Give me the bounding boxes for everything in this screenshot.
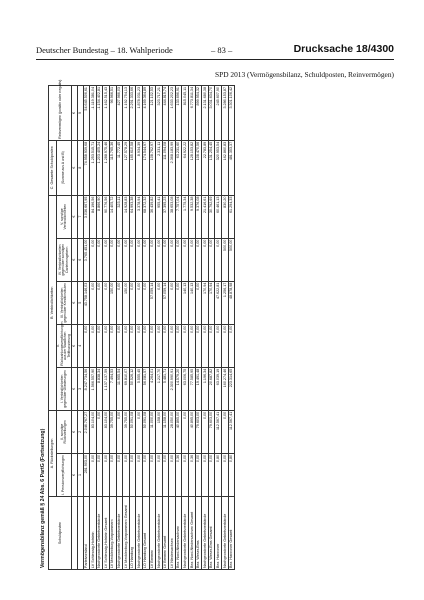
cell-value: 0,00 bbox=[156, 453, 163, 496]
cell-value: 150,00 bbox=[109, 281, 116, 324]
cell-value: 0,00 bbox=[195, 324, 202, 367]
row-label: Nachgeordnete Gebietsverbände bbox=[136, 496, 143, 569]
cell-value: 0,00 bbox=[136, 410, 143, 453]
cell-value: 0,00 bbox=[189, 238, 196, 281]
cell-value: 165.610,58 bbox=[129, 140, 136, 195]
cell-value: 0,00 bbox=[116, 238, 123, 281]
cell-value: 170,94 bbox=[202, 281, 209, 324]
cell-value: 0,00 bbox=[195, 453, 202, 496]
row-label: Nachgeordnete Gebietsverbände bbox=[156, 496, 163, 569]
cell-value: 108.470,56 bbox=[195, 140, 202, 195]
cell-value: 69.810,07 bbox=[123, 367, 130, 410]
cell-value: 0,00 bbox=[123, 453, 130, 496]
cell-value: 481.353,37 bbox=[228, 140, 235, 195]
cell-value: 0,36 bbox=[189, 453, 196, 496]
cell-value: 1.217,70 bbox=[156, 367, 163, 410]
cell-value: 0,00 bbox=[142, 281, 149, 324]
table-row bbox=[142, 86, 149, 570]
cell-value: 0,00 bbox=[162, 324, 169, 367]
row-label: Bez. Hannover bbox=[215, 496, 222, 569]
page-header bbox=[36, 45, 394, 59]
table-row bbox=[175, 86, 182, 570]
cell-value: 61.294,33 bbox=[228, 195, 235, 238]
cell-value: 11.000,00 bbox=[149, 410, 156, 453]
cell-value: 0,00 bbox=[142, 324, 149, 367]
cell-value: 0,00 bbox=[96, 281, 103, 324]
cell-value: 112.567,41 bbox=[228, 410, 235, 453]
cell-value: 30.792,69 bbox=[208, 195, 215, 238]
cell-value: 0,00 bbox=[109, 324, 116, 367]
cell-value: 162.860,83 bbox=[222, 140, 229, 195]
cell-value: 1.162.515,43 bbox=[103, 86, 110, 141]
cell-value: 28.050,00 bbox=[169, 410, 176, 453]
cell-value: 1.192.754,13 bbox=[123, 86, 130, 141]
unit-cell: € bbox=[72, 324, 78, 367]
cell-value: 0,00 bbox=[129, 324, 136, 367]
cell-value: 0,00 bbox=[182, 324, 189, 367]
cell-value: 1.137.137,59 bbox=[103, 367, 110, 410]
cell-value: 170,94 bbox=[208, 281, 215, 324]
cell-value: 1.203.405,24 bbox=[96, 140, 103, 195]
cell-value: 0,00 bbox=[96, 410, 103, 453]
table-row bbox=[123, 86, 130, 570]
cell-value: 1.566.557,90 bbox=[90, 367, 97, 410]
cell-value: 0,00 bbox=[129, 281, 136, 324]
cell-value: 427.966,03 bbox=[116, 86, 123, 141]
table-row bbox=[228, 86, 235, 570]
cell-value: 64.922,22 bbox=[182, 140, 189, 195]
cell-value: 1.196,34 bbox=[202, 367, 209, 410]
cell-value: 5.481,71 bbox=[162, 367, 169, 410]
cell-value: 56.081,57 bbox=[142, 367, 149, 410]
cell-value: 0,00 bbox=[202, 453, 209, 496]
cell-value: 38.653,08 bbox=[169, 195, 176, 238]
cell-value: 36.439,82 bbox=[149, 195, 156, 238]
cell-value: 9.376,08 bbox=[195, 195, 202, 238]
cell-value: 37.395,23 bbox=[162, 195, 169, 238]
cell-value: 64.993,38 bbox=[129, 195, 136, 238]
cell-value: 0,00 bbox=[116, 453, 123, 496]
cell-value: 1.633.202,23 bbox=[169, 86, 176, 141]
table-row bbox=[136, 86, 143, 570]
table-row bbox=[109, 86, 116, 570]
table-row bbox=[83, 86, 90, 570]
cell-value: 0,00 bbox=[202, 238, 209, 281]
cell-value: 0,00 bbox=[142, 238, 149, 281]
cell-value: 63.231,60 bbox=[175, 140, 182, 195]
cell-value: 40.895,00 bbox=[189, 410, 196, 453]
col-reinvermoegen: Reinvermögen (positiv oder negativ) bbox=[49, 86, 72, 141]
cell-value: 1.256,17 bbox=[222, 281, 229, 324]
cell-value: 0,00 bbox=[129, 238, 136, 281]
cell-value: 111.094,08 bbox=[162, 140, 169, 195]
cell-value: 40.895,00 bbox=[175, 410, 182, 453]
row-label: Parteivorstand bbox=[83, 496, 90, 569]
cell-value: 112.567,41 bbox=[215, 410, 222, 453]
table-row bbox=[182, 86, 189, 570]
cell-value: 0,00 bbox=[208, 324, 215, 367]
cell-value: 11.772,45 bbox=[116, 140, 123, 195]
cell-value: 0,00 bbox=[90, 281, 97, 324]
cell-value: 500,00 bbox=[228, 238, 235, 281]
column-index: 5 bbox=[77, 281, 83, 324]
cell-value: 0,00 bbox=[116, 410, 123, 453]
cell-value: 2.131.680,38 bbox=[202, 86, 209, 141]
table-row bbox=[116, 86, 123, 570]
cell-value: 0,80 bbox=[228, 453, 235, 496]
cell-value: 83.104,00 bbox=[90, 410, 97, 453]
unit-cell: € bbox=[72, 86, 78, 141]
cell-value: 0,00 bbox=[103, 324, 110, 367]
unit-cell: € bbox=[72, 367, 78, 410]
cell-value: 830,20 bbox=[222, 195, 229, 238]
cell-value: 3.031.634,70 bbox=[208, 86, 215, 141]
cell-value: 0,00 bbox=[142, 453, 149, 496]
header-row-groups bbox=[49, 86, 57, 570]
row-label: LV Schleswig-Holstein bbox=[90, 496, 97, 569]
row-label: Bez. Nord-Niedersachsen bbox=[175, 496, 182, 569]
cell-value: 131.254,45 bbox=[208, 140, 215, 195]
column-index: 3 bbox=[77, 367, 83, 410]
cell-value: 0,00 bbox=[149, 453, 156, 496]
sub-header: I. Verbindlichkeiten gegenüber Gliederungen bbox=[57, 367, 72, 410]
cell-value: 84.196,56 bbox=[90, 195, 97, 238]
cell-value: 6.773.811,34 bbox=[189, 86, 196, 141]
cell-value: 0,00 bbox=[228, 324, 235, 367]
cell-value: 0,00 bbox=[103, 281, 110, 324]
cell-value: 8.838,34 bbox=[96, 367, 103, 410]
cell-value: 0,00 bbox=[116, 281, 123, 324]
cell-value: 8.934,39 bbox=[136, 140, 143, 195]
cell-value: 108.762,97 bbox=[149, 140, 156, 195]
table-row bbox=[96, 86, 103, 570]
cell-value: 127.578,29 bbox=[123, 140, 130, 195]
table-row bbox=[129, 86, 136, 570]
cell-value: 0,00 bbox=[129, 453, 136, 496]
cell-value: 0,00 bbox=[136, 281, 143, 324]
cell-value: 3.036.667,95 bbox=[83, 195, 90, 238]
sub-header: V. sonstige Verbindlichkeiten bbox=[57, 195, 72, 238]
cell-value: 0,00 bbox=[202, 410, 209, 453]
cell-value: 3.378,94 bbox=[136, 195, 143, 238]
cell-value: 0,00 bbox=[83, 324, 90, 367]
cell-value: 57.059,14 bbox=[149, 281, 156, 324]
row-label: Bez. Weser-Ems Gesamt bbox=[208, 496, 215, 569]
balance-table bbox=[48, 79, 235, 570]
cell-value: 0,00 bbox=[215, 324, 222, 367]
unit-cell: € bbox=[72, 281, 78, 324]
table-row bbox=[90, 86, 97, 570]
sub-header: II. sonstige Rückstellungen bbox=[57, 410, 72, 453]
row-label: Bez. Nord-Niedersachsen Gesamt bbox=[189, 496, 196, 569]
cell-value: 2.368.183,99 bbox=[169, 140, 176, 195]
cell-value: 281.903,00 bbox=[83, 453, 90, 496]
cell-value: 0,00 bbox=[189, 324, 196, 367]
cell-value: 0,00 bbox=[195, 238, 202, 281]
cell-value: 3.765.451,00 bbox=[83, 238, 90, 281]
page-number: – 83 – bbox=[211, 45, 233, 55]
cell-value: 1.878.031,23 bbox=[136, 86, 143, 141]
cell-value: 0,00 bbox=[222, 410, 229, 453]
cell-value: 21.416,61 bbox=[202, 195, 209, 238]
unit-cell: € bbox=[72, 140, 78, 195]
cell-value: 899.954,32 bbox=[195, 86, 202, 141]
cell-value: 4.264,01 bbox=[149, 367, 156, 410]
cell-value: 3.286.153,87 bbox=[222, 86, 229, 141]
cell-value: 11.158,00 bbox=[162, 410, 169, 453]
cell-value: -1.154.402,81 bbox=[96, 86, 103, 141]
table-title: Vermögensbilanz gemäß § 24 Abs. 6 PartG (Fortsetzung) bbox=[40, 428, 46, 568]
cell-value: 158,00 bbox=[156, 410, 163, 453]
cell-value: 2.046.767,27 bbox=[83, 410, 90, 453]
header-left: Deutscher Bundestag – 18. Wahlperiode bbox=[36, 45, 173, 55]
cell-value: 323.717,21 bbox=[156, 86, 163, 141]
sub-header: III. Verbindlichkeiten gegenüber Kreditinstituten bbox=[57, 281, 72, 324]
row-label: Nachgeordnete Gebietsverbände bbox=[182, 496, 189, 569]
cell-value: 0,00 bbox=[222, 453, 229, 496]
unit-cell: € bbox=[72, 238, 78, 281]
rotated-table bbox=[38, 79, 398, 570]
group-rueckstellungen: A. Rückstellungen bbox=[49, 410, 57, 496]
group-gesamt: C. Gesamte Schuldposten bbox=[49, 140, 57, 195]
column-index: 6 bbox=[77, 238, 83, 281]
sub-header: I. Pensionsverpflichtungen bbox=[57, 453, 72, 496]
cell-value: 128.153,82 bbox=[189, 140, 196, 195]
cell-value: 121.102,53 bbox=[149, 86, 156, 141]
cell-value: 0,00 bbox=[169, 324, 176, 367]
cell-value: 54.645.506,61 bbox=[83, 86, 90, 141]
cell-value: 0,00 bbox=[202, 324, 209, 367]
table-row bbox=[103, 86, 110, 570]
cell-value: 79.603,00 bbox=[195, 410, 202, 453]
cell-value: 50.526,12 bbox=[129, 367, 136, 410]
cell-value: 0,00 bbox=[208, 238, 215, 281]
cell-value: 0,00 bbox=[182, 238, 189, 281]
cell-value: 0,00 bbox=[96, 324, 103, 367]
cell-value: 74.958.939,68 bbox=[83, 140, 90, 195]
column-index: 9 bbox=[77, 86, 83, 141]
cell-value: 223.314,65 bbox=[228, 367, 235, 410]
row-label: Nachgeordnete Gebietsverbände bbox=[116, 496, 123, 569]
cell-value: 0,80 bbox=[215, 453, 222, 496]
cell-value: 0,00 bbox=[175, 324, 182, 367]
cell-value: 0,00 bbox=[156, 281, 163, 324]
cell-value: 0,00 bbox=[169, 453, 176, 496]
cell-value: 90.776,56 bbox=[103, 195, 110, 238]
table-row bbox=[162, 86, 169, 570]
unit-cell: € bbox=[72, 453, 78, 496]
cell-value: 0,00 bbox=[215, 238, 222, 281]
rotated-table-region bbox=[38, 79, 398, 570]
cell-value: 39.755,00 bbox=[109, 410, 116, 453]
cell-value: 39.755,00 bbox=[123, 410, 130, 453]
cell-value: 14.928,83 bbox=[123, 195, 130, 238]
cell-value: 2.300.990,91 bbox=[169, 367, 176, 410]
table-row bbox=[169, 86, 176, 570]
cell-value: 20.687,82 bbox=[208, 367, 215, 410]
cell-value: 4.169.364,89 bbox=[142, 86, 149, 141]
unit-cell: € bbox=[72, 410, 78, 453]
cell-value: 1.288.975,46 bbox=[103, 140, 110, 195]
row-label: LV Mecklenburg-Vorpommern Gesamt bbox=[123, 496, 130, 569]
cell-value: 0,00 bbox=[222, 324, 229, 367]
column-index: 8 bbox=[77, 140, 83, 195]
cell-value: 0,00 bbox=[195, 281, 202, 324]
col-schuldposten: Schuldposten bbox=[49, 496, 72, 569]
cell-value: 0,00 bbox=[109, 453, 116, 496]
cell-value: 245.607,90 bbox=[215, 86, 222, 141]
row-label: Nachgeordnete Gebietsverbände bbox=[202, 496, 209, 569]
section-caption: SPD 2013 (Vermögensbilanz, Schuldposten, Reinvermögen) bbox=[215, 70, 394, 79]
row-label: LO Hamburg bbox=[129, 496, 136, 569]
sub-header: IV. Verbindlichkeiten gegenüber sonstigen Darlehensgebern bbox=[57, 238, 72, 281]
table-row bbox=[215, 86, 222, 570]
column-index: 2 bbox=[77, 410, 83, 453]
cell-value: 0,00 bbox=[156, 238, 163, 281]
cell-value: 2.291.333,66 bbox=[129, 86, 136, 141]
row-label: LV Bremen Gesamt bbox=[162, 496, 169, 569]
row-label: LV Schleswig-Holstein Gesamt bbox=[103, 496, 110, 569]
cell-value: 0,00 bbox=[123, 238, 130, 281]
cell-value: 323,11 bbox=[116, 195, 123, 238]
cell-value: 0,00 bbox=[149, 238, 156, 281]
cell-value: 2.331,11 bbox=[156, 140, 163, 195]
cell-value: 0,00 bbox=[90, 238, 97, 281]
table-row bbox=[149, 86, 156, 570]
cell-value: 0,00 bbox=[96, 453, 103, 496]
cell-value: 7.757,04 bbox=[175, 195, 182, 238]
row-label: LV Niedersachsen bbox=[169, 496, 176, 569]
cell-value: 0,00 bbox=[208, 453, 215, 496]
column-index: 1 bbox=[77, 453, 83, 496]
cell-value: 0,00 bbox=[103, 238, 110, 281]
cell-value: 0,00 bbox=[156, 324, 163, 367]
column-index: 7 bbox=[77, 195, 83, 238]
cell-value: 5.555,45 bbox=[136, 367, 143, 410]
cell-value: -1.119.381,04 bbox=[90, 86, 97, 141]
cell-value: 96.966,51 bbox=[109, 86, 116, 141]
cell-value: 9.532,38 bbox=[189, 195, 196, 238]
cell-value: 1.775,34 bbox=[182, 195, 189, 238]
cell-value: 68.372,32 bbox=[142, 195, 149, 238]
cell-value: 43.758.146,03 bbox=[83, 281, 90, 324]
cell-value: 14.405,72 bbox=[109, 195, 116, 238]
row-label: LV Bremen bbox=[149, 496, 156, 569]
cell-value: 1.253.515,71 bbox=[90, 140, 97, 195]
table-row bbox=[222, 86, 229, 570]
cell-value: 0,00 bbox=[136, 238, 143, 281]
table-row bbox=[156, 86, 163, 570]
table-row bbox=[189, 86, 196, 570]
row-label: Bez. Weser-Ems bbox=[195, 496, 202, 569]
cell-value: 63.006,75 bbox=[182, 367, 189, 410]
cell-value: 955,41 bbox=[156, 195, 163, 238]
cell-value: 83.104,00 bbox=[103, 410, 110, 453]
cell-value: 0,00 bbox=[123, 324, 130, 367]
cell-value: 115.765,36 bbox=[109, 140, 116, 195]
column-index: 4 bbox=[77, 324, 83, 367]
cell-value: 140,13 bbox=[182, 281, 189, 324]
table-body bbox=[83, 86, 235, 570]
cell-value: 7.494,53 bbox=[109, 367, 116, 410]
cell-value: 60.461,13 bbox=[215, 195, 222, 238]
group-verbindlichkeiten: B. Verbindlichkeiten bbox=[49, 195, 57, 410]
unit-cell: € bbox=[72, 195, 78, 238]
cell-value: 0,00 bbox=[96, 238, 103, 281]
document-number: Drucksache 18/4300 bbox=[293, 43, 394, 55]
cell-value: 8.866,90 bbox=[96, 195, 103, 238]
cell-value: 140,13 bbox=[189, 281, 196, 324]
cell-value: 0,00 bbox=[175, 281, 182, 324]
cell-value: 22.783,89 bbox=[202, 140, 209, 195]
cell-value: 0,00 bbox=[182, 410, 189, 453]
row-label: Nachgeordnete Gebietsverbände bbox=[96, 496, 103, 569]
cell-value: 0,00 bbox=[136, 453, 143, 496]
cell-value: 11.955,54 bbox=[116, 367, 123, 410]
cell-value: 0,00 bbox=[182, 453, 189, 496]
sub-header: II. Rückzahlungsverpflichtungen aus der staatlichen Teilfinanzierung bbox=[56, 321, 71, 366]
header-rule bbox=[36, 59, 394, 60]
cell-value: 0,00 bbox=[162, 238, 169, 281]
cell-value: 14.579,20 bbox=[175, 367, 182, 410]
cell-value: 444.819,74 bbox=[162, 86, 169, 141]
row-label: LO Hamburg Gesamt bbox=[142, 496, 149, 569]
cell-value: 19.491,48 bbox=[195, 367, 202, 410]
cell-value: 0,00 bbox=[169, 281, 176, 324]
table-row bbox=[202, 86, 209, 570]
cell-value: 174.544,97 bbox=[142, 140, 149, 195]
cell-value: 150,00 bbox=[123, 281, 130, 324]
cell-value: 0,00 bbox=[109, 238, 116, 281]
row-label: LV Mecklenburg-Vorpommern bbox=[109, 496, 116, 569]
sub-header: (Summe aus A und B) bbox=[57, 140, 72, 195]
table-row bbox=[195, 86, 202, 570]
cell-value: 47.622,81 bbox=[215, 281, 222, 324]
cell-value: 0,00 bbox=[149, 324, 156, 367]
cell-value: 50.091,08 bbox=[142, 410, 149, 453]
cell-value: 0,00 bbox=[175, 238, 182, 281]
cell-value: 8.247.734,56 bbox=[83, 367, 90, 410]
cell-value: 0,00 bbox=[162, 453, 169, 496]
cell-value: 0,00 bbox=[136, 324, 143, 367]
cell-value: 0,00 bbox=[90, 324, 97, 367]
row-label: Nachgeordnete Gebietsverbände bbox=[222, 496, 229, 569]
cell-value: 79.603,00 bbox=[208, 410, 215, 453]
cell-value: 50.091,08 bbox=[129, 410, 136, 453]
cell-value: 63.039,19 bbox=[215, 367, 222, 410]
cell-value: 48.878,98 bbox=[228, 281, 235, 324]
table-row bbox=[208, 86, 215, 570]
cell-value: 133.696,91 bbox=[175, 86, 182, 141]
cell-value: 0,00 bbox=[116, 324, 123, 367]
row-label: Bez. Hannover Gesamt bbox=[228, 496, 235, 569]
cell-value: 0,00 bbox=[169, 238, 176, 281]
cell-value: 320.953,54 bbox=[215, 140, 222, 195]
cell-value: 0,36 bbox=[175, 453, 182, 496]
cell-value: 0,00 bbox=[103, 453, 110, 496]
cell-value: 0,00 bbox=[90, 453, 97, 496]
cell-value: 3.301.106,42 bbox=[228, 86, 235, 141]
cell-value: 77.585,95 bbox=[189, 367, 196, 410]
cell-value: 815.045,11 bbox=[182, 86, 189, 141]
cell-value: 500,00 bbox=[222, 238, 229, 281]
cell-value: 57.059,14 bbox=[162, 281, 169, 324]
cell-value: 160.274,46 bbox=[222, 367, 229, 410]
